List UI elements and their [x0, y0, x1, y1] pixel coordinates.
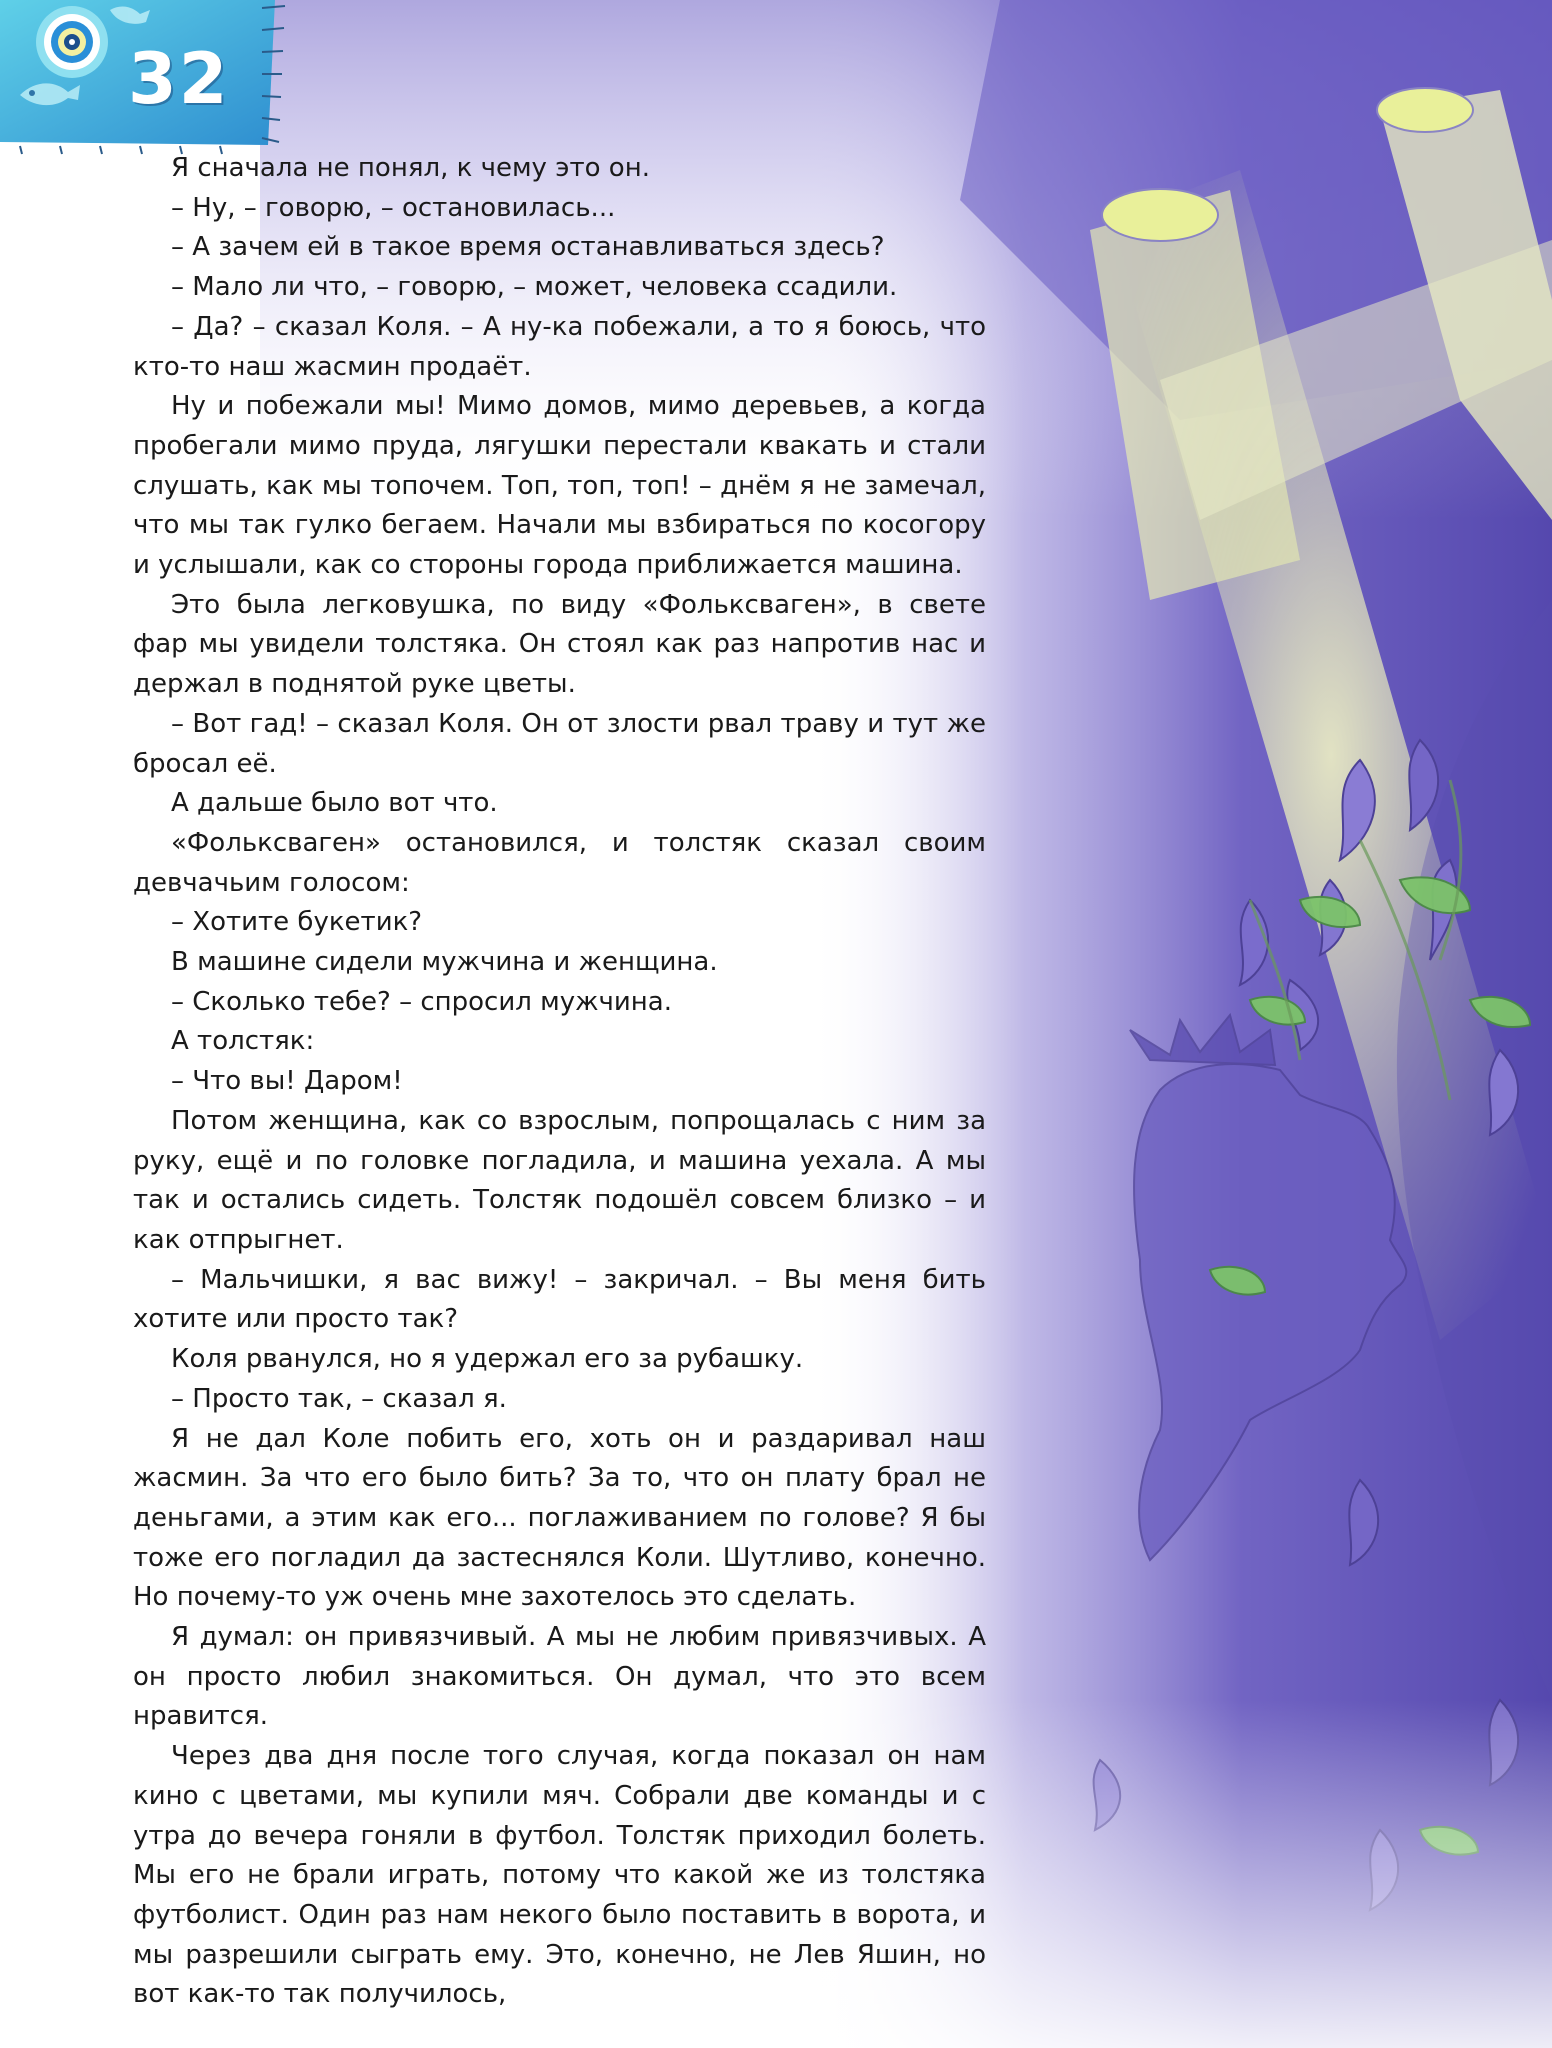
paragraph: – Хотите букетик? — [171, 907, 423, 938]
paragraph: «Фольксваген» остановился, и толстяк сказал своим девчачьим голосом: — [133, 827, 986, 898]
paragraph: – Да? – сказал Коля. – А ну-ка побежали, а то я боюсь, что кто-то наш жасмин продаёт. — [133, 311, 986, 382]
paragraph: А дальше было вот что. — [171, 788, 498, 819]
paragraph: Я не дал Коле побить его, хоть он и раздаривал наш жасмин. За что его было бить? За то, что он плату брал не деньгами, а этим как его... поглаживанием по голове? Я бы тоже его погладил да застеснялся Коли. Шутливо, конечно. Но почему-то уж очень мне захотелось это сделать. — [133, 1423, 986, 1613]
paragraph: – Ну, – говорю, – остановилась... — [171, 192, 616, 223]
paragraph: Ну и побежали мы! Мимо домов, мимо деревьев, а когда пробегали мимо пруда, лягушки перестали квакать и стали слушать, как мы топочем. Топ, топ, топ! – днём я не замечал, что мы так гулко бегаем. Начали мы взбираться по косогору и услышали, как со стороны города приближается машина. — [133, 391, 986, 581]
paragraph: Потом женщина, как со взрослым, попрощалась с ним за руку, ещё и по головке погладила, и машина уехала. А мы так и остались сидеть. Толстяк подошёл совсем близко – и как отпрыгнет. — [133, 1105, 986, 1255]
paragraph: – Вот гад! – сказал Коля. Он от злости рвал траву и тут же бросал её. — [133, 708, 986, 779]
paragraph: Коля рванулся, но я удержал его за рубашку. — [171, 1344, 804, 1375]
paragraph: В машине сидели мужчина и женщина. — [171, 947, 718, 978]
paragraph: Это была легковушка, по виду «Фольксваген», в свете фар мы увидели толстяка. Он стоял как раз напротив нас и держал в поднятой руке цветы. — [133, 589, 986, 700]
paragraph: Через два дня после того случая, когда показал он нам кино с цветами, мы купили мяч. Собрали две команды и с утра до вечера гоняли в футбол. Толстяк приходил болеть. Мы его не брали играть, потому что какой же из толстяка футболист. Один раз нам некого было поставить в ворота, и мы разрешили сыграть ему. Это, конечно, не Лев Яшин, но вот как-то так получилось, — [133, 1741, 986, 2010]
eye-spiral-icon — [36, 6, 108, 78]
page-number: 32 — [128, 38, 230, 120]
paragraph: – А зачем ей в такое время останавливаться здесь? — [171, 232, 885, 263]
paragraph: Я сначала не понял, к чему это он. — [171, 153, 650, 183]
paragraph: – Сколько тебе? – спросил мужчина. — [171, 986, 673, 1017]
paragraph: Я думал: он привязчивый. А мы не любим привязчивых. А он просто любил знакомиться. Он думал, что это всем нравится. — [133, 1622, 986, 1732]
story-text — [133, 149, 986, 2015]
paragraph: – Мальчишки, я вас вижу! – закричал. – Вы меня бить хотите или просто так? — [133, 1264, 986, 1335]
paragraph: А толстяк: — [171, 1026, 315, 1057]
paragraph: – Просто так, – сказал я. — [171, 1383, 507, 1414]
paragraph: – Что вы! Даром! — [171, 1066, 403, 1097]
paragraph: – Мало ли что, – говорю, – может, человека ссадили. — [171, 272, 898, 303]
